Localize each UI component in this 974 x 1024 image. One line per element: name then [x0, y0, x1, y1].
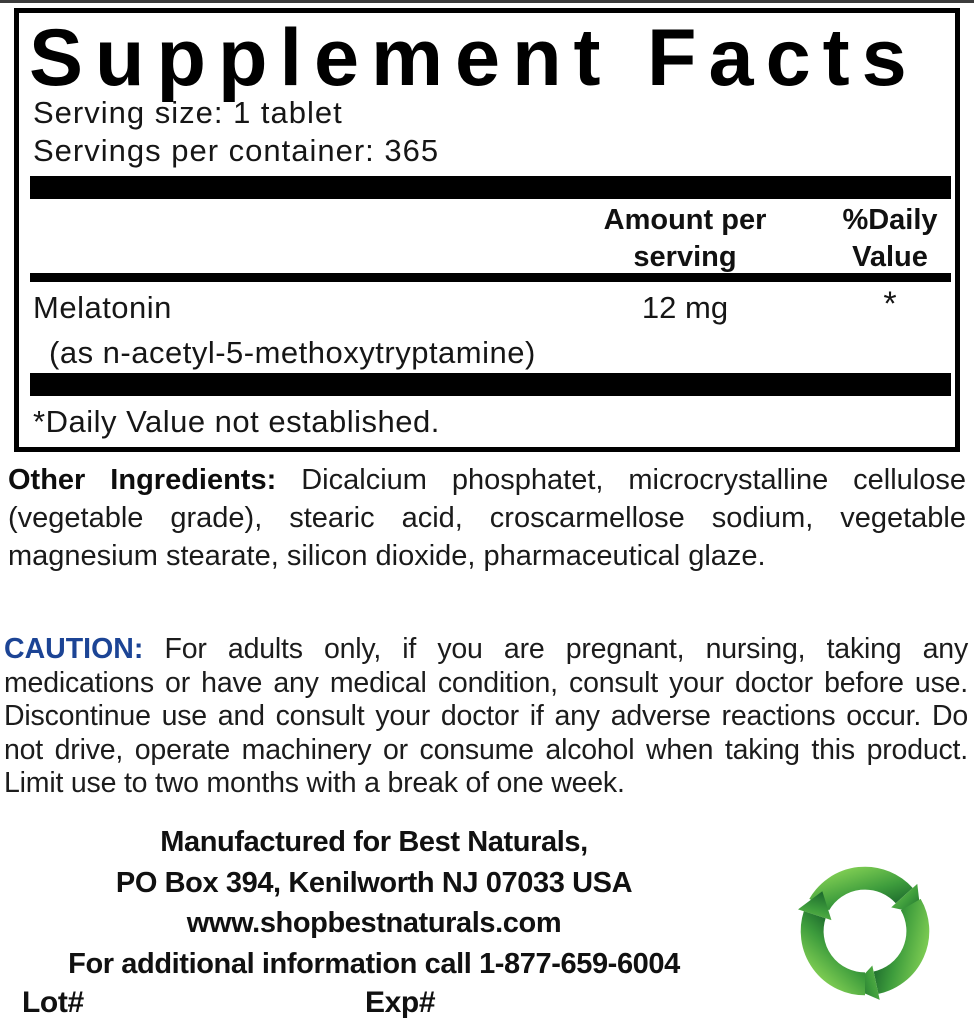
ingredient-name: Melatonin: [33, 290, 172, 325]
caution-label: CAUTION:: [4, 633, 144, 665]
other-ingredients-text: Dicalcium phosphatet, microcrystalline cellulose (vegetable grade), stearic acid, croscarmellose sodium, vegetable magnesium stearate, silicon dioxide, pharmaceutical glaze.: [8, 464, 967, 572]
serving-size: Serving size: 1 tablet: [33, 95, 343, 130]
column-header-amount: [535, 202, 835, 276]
divider-bar-thick-bottom: [30, 373, 951, 396]
manufacturer-block: [0, 822, 748, 984]
column-header-daily-line2: Value: [852, 241, 928, 273]
column-header-amount-line1: Amount per: [603, 204, 767, 236]
exp-date-label: Exp#: [365, 986, 436, 1019]
ingredient-amount: 12 mg: [641, 290, 729, 325]
caution-paragraph: [4, 633, 968, 801]
recycle-icon: [772, 843, 958, 1019]
ingredient-daily-value: *: [883, 285, 897, 323]
supplement-facts-panel: [14, 8, 960, 452]
divider-bar-medium: [30, 273, 951, 282]
daily-value-footnote: *Daily Value not established.: [33, 404, 440, 439]
column-header-daily-value: [825, 202, 955, 276]
panel-title: Supplement Facts: [29, 13, 919, 103]
ingredient-detail: (as n-acetyl-5-methoxytryptamine): [49, 335, 536, 370]
page-top-edge: [0, 0, 974, 3]
other-ingredients-label: Other Ingredients:: [8, 464, 277, 496]
manufacturer-line: Manufactured for Best Naturals,: [160, 826, 588, 858]
manufacturer-address: PO Box 394, Kenilworth NJ 07033 USA: [115, 866, 633, 899]
other-ingredients-paragraph: [8, 461, 966, 575]
column-header-amount-line2: serving: [633, 241, 737, 273]
caution-text: For adults only, if you are pregnant, nursing, taking any medications or have any medical condition, consult your doctor before use. Discontinue use and consult your doctor if any adverse reactions occur. Do not drive, operate machinery or consume alcohol when taking this product. Limit use to two months with a break of one week.: [4, 633, 968, 799]
manufacturer-website: www.shopbestnaturals.com: [186, 907, 562, 939]
manufacturer-phone: For additional information call 1-877-659-6004: [68, 947, 680, 980]
lot-number-label: Lot#: [22, 986, 84, 1019]
divider-bar-thick-top: [30, 176, 951, 199]
column-header-daily-line1: %Daily: [842, 204, 938, 236]
servings-per-container: Servings per container: 365: [33, 133, 440, 168]
